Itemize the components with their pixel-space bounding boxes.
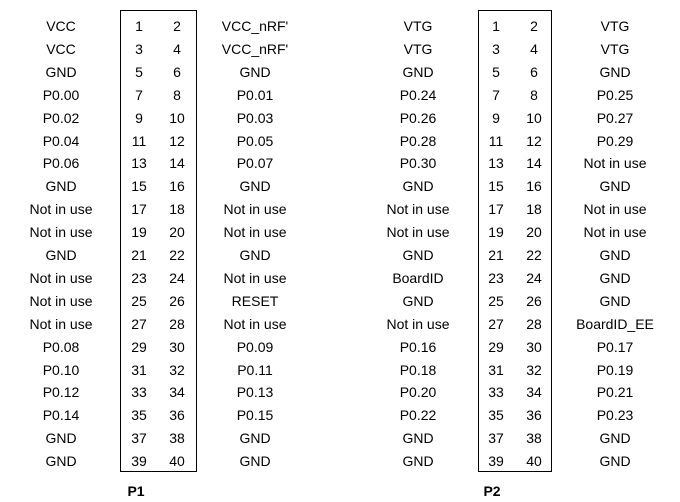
- connector-p2-pin-label: 4: [530, 40, 538, 57]
- connector-p2-pin-label: 24: [526, 269, 542, 286]
- connector-p1-signal-label: P0.01: [236, 86, 274, 103]
- connector-p1-signal-label: GND: [239, 178, 271, 195]
- connector-p1-pin-label: 34: [169, 384, 185, 401]
- connector-p1-signal-label: P0.13: [236, 384, 274, 401]
- connector-p2-pin-label: 7: [492, 86, 500, 103]
- connector-p2-pin-label: 28: [526, 315, 542, 332]
- connector-p1-pin-label: 26: [169, 292, 185, 309]
- connector-p2-signal-label: BoardID: [392, 269, 444, 286]
- connector-p1-pin-label: 31: [131, 361, 147, 378]
- connector-p2-pin-label: 19: [488, 224, 504, 241]
- connector-p2-signal-label: P0.24: [399, 86, 437, 103]
- connector-p2-pin-label: 17: [488, 201, 504, 218]
- connector-p1-pin-label: 2: [173, 18, 181, 34]
- connector-p1-signal-label: P0.14: [42, 407, 80, 424]
- connector-p2-pin-label: 6: [530, 63, 538, 80]
- connector-p1-pin-label: 18: [169, 201, 185, 218]
- connector-p2-signal-label: P0.28: [399, 132, 437, 149]
- connector-p2-pin-label: 22: [526, 247, 542, 263]
- connector-p1-signal-label: P0.04: [42, 132, 80, 149]
- connector-p1-signal-label: GND: [45, 247, 77, 263]
- connector-p2-pin-label: 15: [488, 178, 504, 195]
- connector-p1-pin-label: 12: [169, 132, 185, 149]
- connector-p2-signal-label: VTG: [600, 18, 630, 34]
- connector-p1-signal-label: P0.12: [42, 384, 80, 401]
- connector-p2-pin-label: 10: [526, 109, 542, 126]
- connector-p2-signal-label: GND: [599, 453, 631, 470]
- connector-p2-signal-label: GND: [402, 453, 434, 470]
- connector-p1-pin-label: 14: [169, 155, 185, 172]
- connector-p2-pin-label: 12: [526, 132, 542, 149]
- connector-p2-pin-label: 32: [526, 361, 542, 378]
- connector-p2-signal-label: P0.19: [596, 361, 634, 378]
- connector-p2-pin-label: 29: [488, 338, 504, 355]
- connector-p2-signal-label: VTG: [403, 18, 433, 34]
- connector-p2-signal-label: P0.20: [399, 384, 437, 401]
- connector-p2-signal-label: P0.22: [399, 407, 437, 424]
- connector-p2-pin-label: 39: [488, 453, 504, 470]
- connector-p1-pin-label: 9: [135, 109, 143, 126]
- connector-p1-signal-label: P0.07: [236, 155, 274, 172]
- connector-p2-signal-label: P0.29: [596, 132, 634, 149]
- connector-p1-signal-label: P0.00: [42, 86, 80, 103]
- connector-p1-pin-label: 11: [131, 132, 147, 149]
- connector-p1-pin-label: 33: [131, 384, 147, 401]
- connector-p1-pin-label: 30: [169, 338, 185, 355]
- connector-p1-pin-label: 35: [131, 407, 147, 424]
- connector-p1-signal-label: P0.02: [42, 109, 80, 126]
- connector-p1-pin-label: 37: [131, 430, 147, 447]
- connector-p1-caption: P1: [127, 483, 145, 499]
- connector-p1-pin-label: 27: [131, 315, 147, 332]
- connector-p2-signal-label: GND: [402, 178, 434, 195]
- connector-p1-pin-label: 8: [173, 86, 181, 103]
- connector-p2-pin-label: 23: [488, 269, 504, 286]
- connector-p1-signal-label: P0.15: [236, 407, 274, 424]
- connector-p1-pin-label: 10: [169, 109, 185, 126]
- connector-p1-signal-label: GND: [45, 63, 77, 80]
- connector-p2-signal-label: GND: [599, 269, 631, 286]
- connector-p1-pin-label: 16: [169, 178, 185, 195]
- connector-p1-pin-label: 13: [131, 155, 147, 172]
- connector-p2-signal-label: GND: [402, 63, 434, 80]
- connector-p1-signal-label: Not in use: [29, 292, 93, 309]
- connector-p1-signal-label: GND: [45, 453, 77, 470]
- connector-p2-pin-label: 34: [526, 384, 542, 401]
- connector-p1-pin-label: 29: [131, 338, 147, 355]
- connector-p1-signal-label: P0.03: [236, 109, 274, 126]
- connector-p1-pin-label: 17: [131, 201, 147, 218]
- connector-p1-signal-label: Not in use: [29, 269, 93, 286]
- connector-p2-pin-label: 27: [488, 315, 504, 332]
- connector-p1-pin-label: 4: [173, 40, 181, 57]
- connector-p2-signal-label: VTG: [403, 40, 433, 57]
- connector-p2-signal-label: P0.21: [596, 384, 634, 401]
- connector-p2-signal-label: P0.30: [399, 155, 437, 172]
- connector-p1-pin-label: 3: [135, 40, 143, 57]
- connector-p1-signal-label: P0.06: [42, 155, 80, 172]
- connector-p2-signal-label: P0.25: [596, 86, 634, 103]
- connector-p2-pin-label: 36: [526, 407, 542, 424]
- connector-p1-signal-label: Not in use: [29, 201, 93, 218]
- connector-p1-pin-label: 23: [131, 269, 147, 286]
- connector-p2-pin-label: 25: [488, 292, 504, 309]
- connector-p2-pin-label: 20: [526, 224, 542, 241]
- connector-p2-caption: P2: [483, 483, 501, 499]
- connector-p2-pin-label: 26: [526, 292, 542, 309]
- connector-p2-pin-label: 14: [526, 155, 542, 172]
- connector-p2-signal-label: Not in use: [583, 155, 647, 172]
- connector-p1-pin-label: 5: [135, 63, 143, 80]
- connector-p1-signal-label: P0.05: [236, 132, 274, 149]
- connector-p2-signal-label: Not in use: [583, 224, 647, 241]
- connector-p1-pin-label: 28: [169, 315, 185, 332]
- connector-p1-signal-label: GND: [239, 453, 271, 470]
- connector-p2-pin-label: 37: [488, 430, 504, 447]
- connector-p1-pin-label: 25: [131, 292, 147, 309]
- connector-p1-pin-label: 7: [135, 86, 143, 103]
- connector-p2-signal-label: GND: [402, 247, 434, 263]
- connector-p2-pin-label: 1: [492, 18, 500, 34]
- connector-p2-signal-label: Not in use: [386, 224, 450, 241]
- connector-p2-signal-label: P0.27: [596, 109, 634, 126]
- connector-p1-pin-label: 6: [173, 63, 181, 80]
- connector-p2-pin-label: 2: [530, 18, 538, 34]
- connector-p1-pin-label: 20: [169, 224, 185, 241]
- connector-p2-signal-label: GND: [599, 178, 631, 195]
- connector-p1-pin-label: 15: [131, 178, 147, 195]
- connector-p2-pin-label: 18: [526, 201, 542, 218]
- connector-p2-signal-label: Not in use: [386, 315, 450, 332]
- connector-p1-pin-label: 32: [169, 361, 185, 378]
- connector-p2-pin-label: 38: [526, 430, 542, 447]
- connector-p1-signal-label: P0.09: [236, 338, 274, 355]
- connector-p2-signal-label: P0.23: [596, 407, 634, 424]
- connector-p2-pin-label: 35: [488, 407, 504, 424]
- connector-p1-pin-label: 24: [169, 269, 185, 286]
- connector-p2-signal-label: Not in use: [386, 201, 450, 218]
- connector-p2-pin-label: 21: [488, 247, 504, 263]
- connector-p1-pin-label: 38: [169, 430, 185, 447]
- connector-p1-signal-label: VCC: [46, 40, 76, 57]
- connector-p1-pin-label: 21: [131, 247, 147, 263]
- connector-p1-signal-label: P0.08: [42, 338, 80, 355]
- connector-p2-signal-label: GND: [402, 430, 434, 447]
- connector-p1-signal-label: P0.11: [237, 361, 273, 378]
- connector-p2-signal-label: Not in use: [583, 201, 647, 218]
- connector-p1-pin-label: 36: [169, 407, 185, 424]
- connector-p2-pin-label: 16: [526, 178, 542, 195]
- connector-p1-signal-label: Not in use: [223, 315, 287, 332]
- connector-p2-signal-label: GND: [402, 292, 434, 309]
- connector-p2-pin-label: 3: [492, 40, 500, 57]
- connector-p1-signal-label: GND: [239, 247, 271, 263]
- connector-p2-signal-label: P0.17: [596, 338, 634, 355]
- connector-p2-pin-label: 31: [488, 361, 504, 378]
- connector-p1-signal-label: GND: [239, 63, 271, 80]
- connector-p1-signal-label: Not in use: [223, 224, 287, 241]
- connector-p2-pin-label: 30: [526, 338, 542, 355]
- connector-p1-signal-label: RESET: [231, 292, 279, 309]
- connector-p2-pin-label: 9: [492, 109, 500, 126]
- connector-p2-signal-label: GND: [599, 292, 631, 309]
- connector-p1-signal-label: Not in use: [223, 269, 287, 286]
- connector-p1-signal-label: GND: [45, 430, 77, 447]
- connector-p1-pin-label: 39: [131, 453, 147, 470]
- connector-p1-signal-label: P0.10: [42, 361, 80, 378]
- connector-p2-signal-label: P0.18: [399, 361, 437, 378]
- connector-p2-signal-label: BoardID_EE: [576, 315, 654, 332]
- connector-p2-pin-label: 8: [530, 86, 538, 103]
- connector-p2-signal-label: GND: [599, 63, 631, 80]
- connector-p1-pin-label: 40: [169, 453, 185, 470]
- connector-p2-signal-label: GND: [599, 247, 631, 263]
- connector-p2-pin-label: 11: [488, 132, 504, 149]
- connector-p1-signal-label: Not in use: [223, 201, 287, 218]
- connector-p2-signal-label: P0.26: [399, 109, 437, 126]
- connector-p2-pin-label: 13: [488, 155, 504, 172]
- connector-p2-signal-label: P0.16: [399, 338, 437, 355]
- connector-p1-pin-label: 22: [169, 247, 185, 263]
- connector-p1-signal-label: GND: [239, 430, 271, 447]
- connector-p1-signal-label: Not in use: [29, 224, 93, 241]
- connector-p2-pin-label: 40: [526, 453, 542, 470]
- connector-p1-signal-label: VCC_nRF': [221, 18, 289, 34]
- connector-p2-signal-label: GND: [599, 430, 631, 447]
- connector-p1-signal-label: VCC: [46, 18, 76, 34]
- connector-p1-signal-label: GND: [45, 178, 77, 195]
- connector-p2-pin-label: 33: [488, 384, 504, 401]
- connector-p1-signal-label: Not in use: [29, 315, 93, 332]
- connector-p1-pin-label: 1: [135, 18, 143, 34]
- connector-p1-pin-label: 19: [131, 224, 147, 241]
- connector-p2-pin-label: 5: [492, 63, 500, 80]
- connector-p1-signal-label: VCC_nRF': [221, 40, 289, 57]
- connector-p2-signal-label: VTG: [600, 40, 630, 57]
